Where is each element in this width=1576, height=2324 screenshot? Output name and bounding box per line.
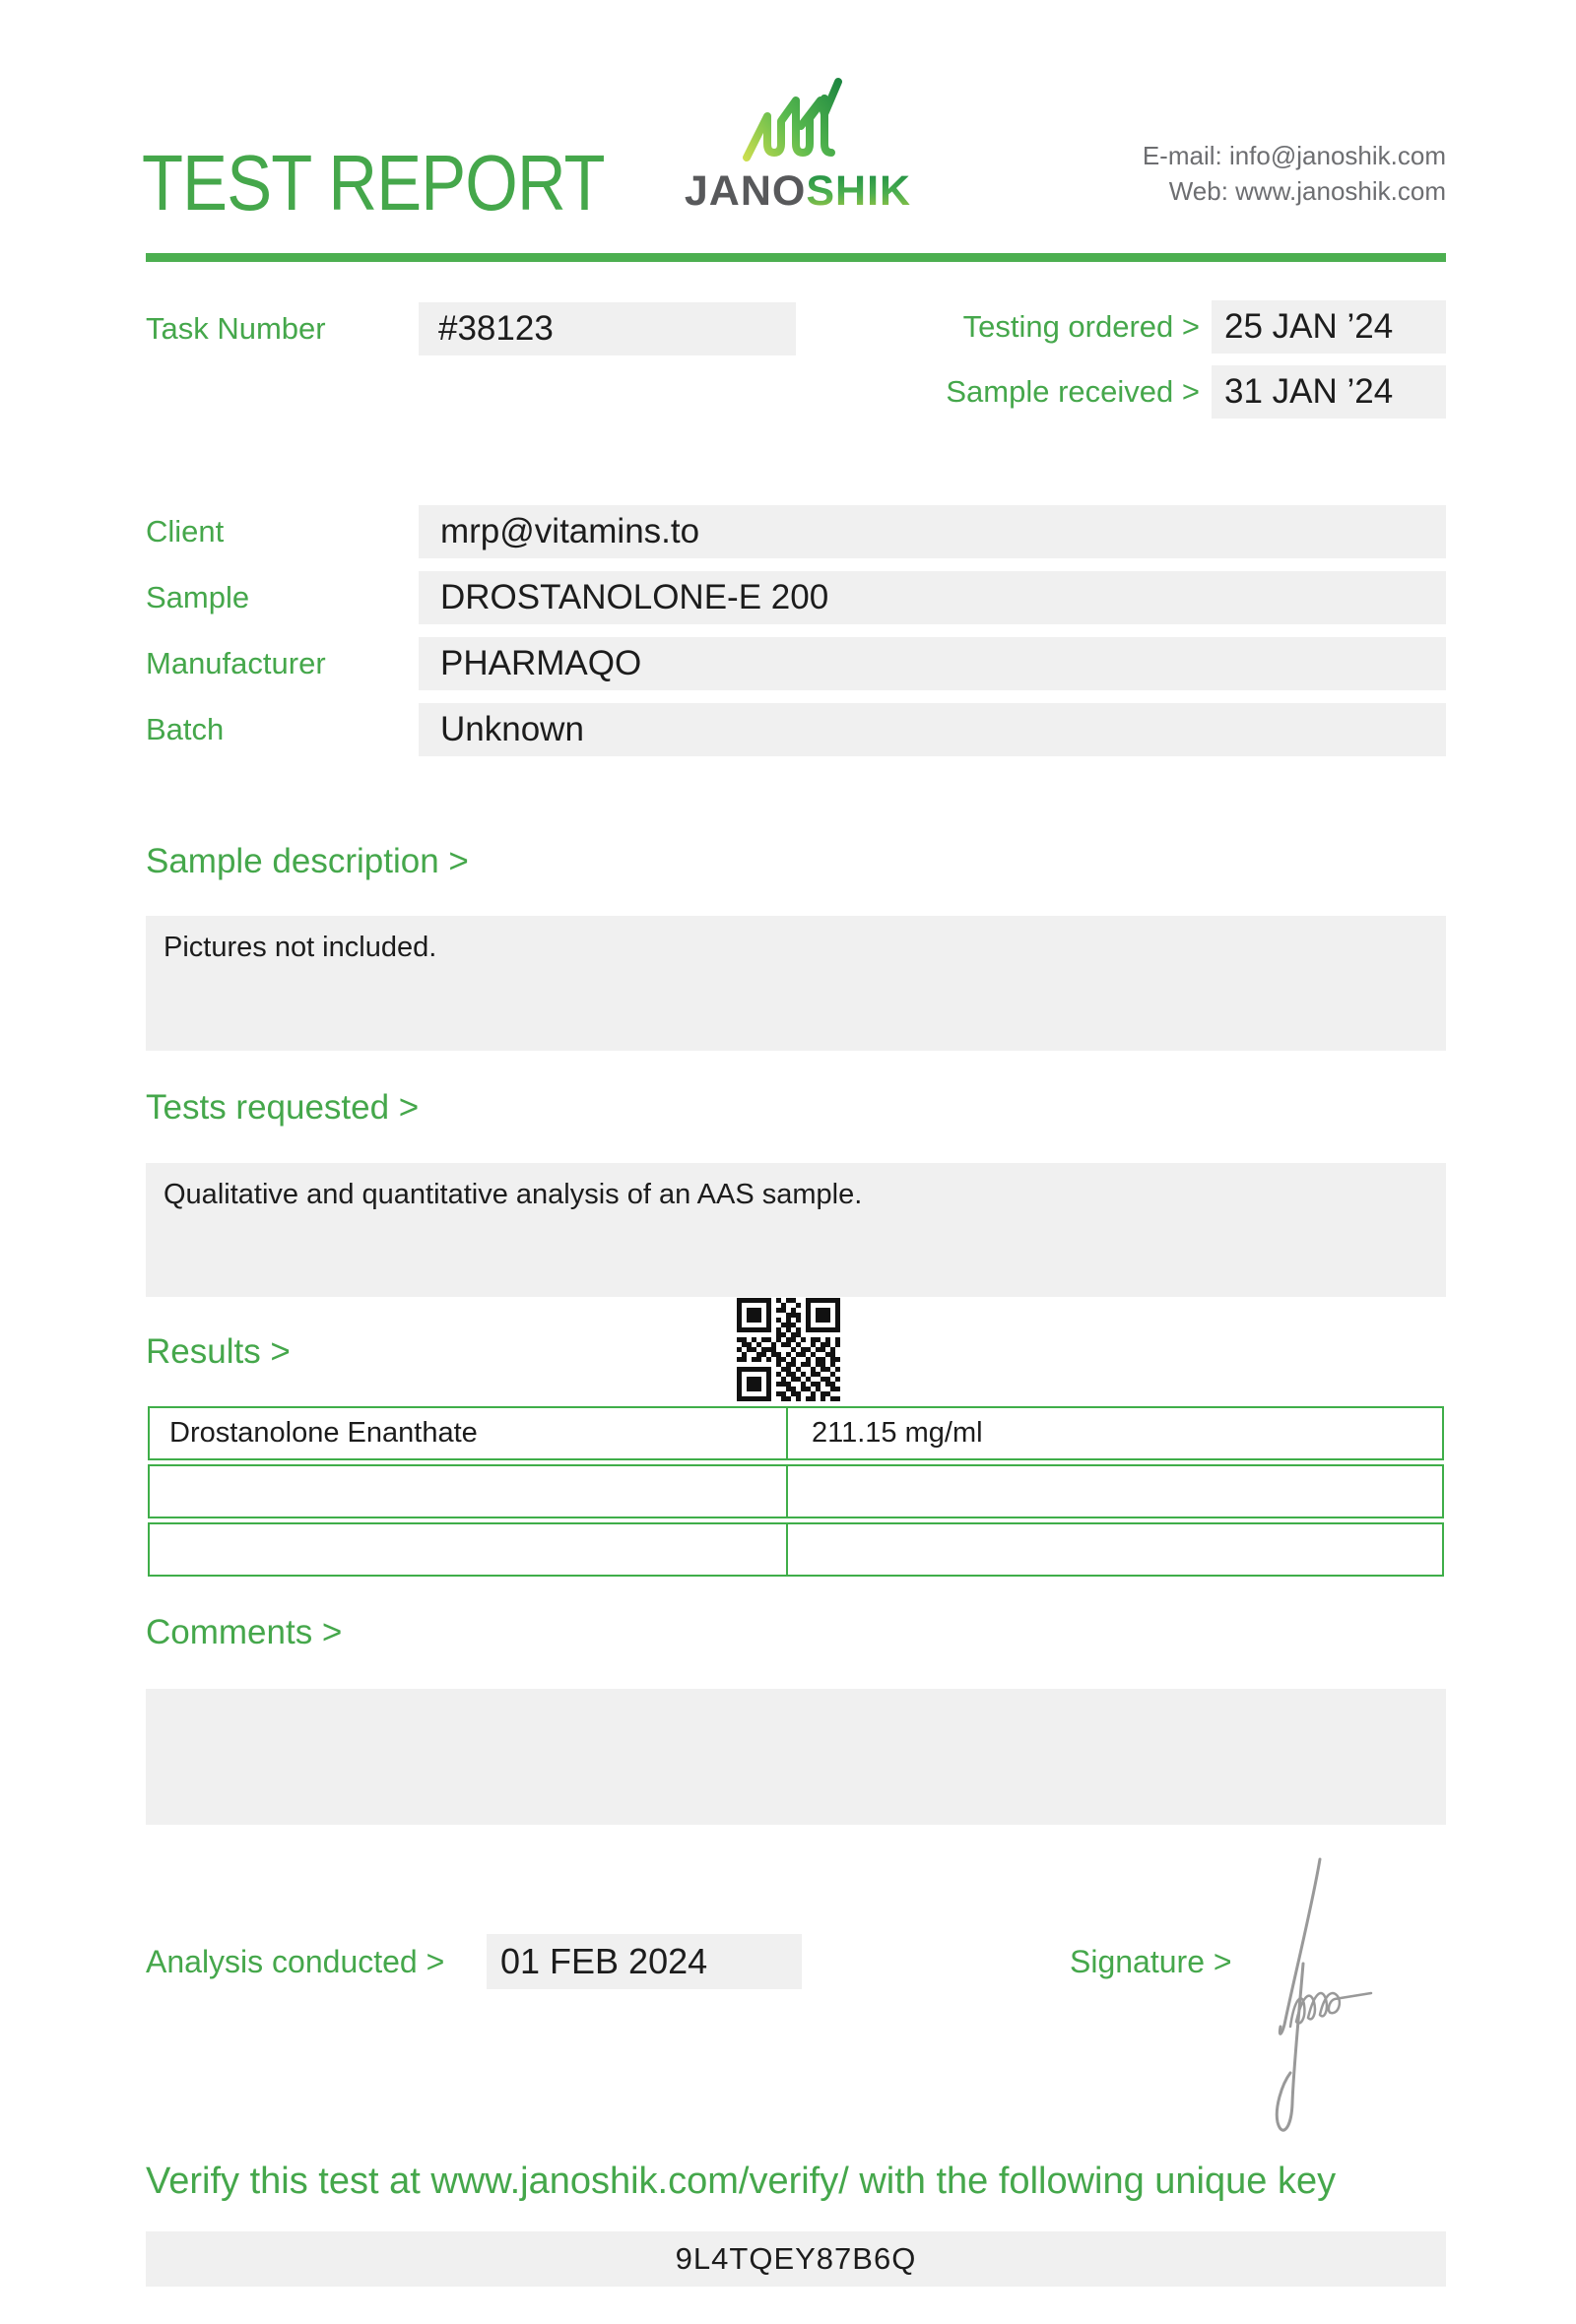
result-amount-cell bbox=[788, 1524, 1442, 1575]
page-title: TEST REPORT bbox=[142, 139, 605, 226]
manufacturer-value-box bbox=[419, 637, 1446, 690]
results-table bbox=[148, 1406, 1444, 1577]
qr-code bbox=[737, 1298, 840, 1401]
task-number-box bbox=[419, 302, 796, 355]
sample-received-value: 31 JAN ’24 bbox=[1224, 372, 1394, 411]
brand-wordmark bbox=[645, 167, 951, 216]
tests-requested-text: Qualitative and quantitative analysis of an AAS sample. bbox=[164, 1179, 863, 1210]
wordmark-dark-part: JANO bbox=[684, 167, 807, 215]
sample-description-heading: Sample description > bbox=[146, 842, 469, 880]
verify-text: Verify this test at www.janoshik.com/verify/ with the following unique key bbox=[146, 2161, 1337, 2202]
batch-value: Unknown bbox=[440, 710, 584, 748]
contact-info bbox=[1143, 138, 1446, 209]
task-number-label: Task Number bbox=[146, 311, 326, 346]
sample-description-box bbox=[146, 916, 1446, 1051]
testing-ordered-value: 25 JAN ’24 bbox=[1224, 307, 1394, 346]
testing-ordered-box bbox=[1212, 300, 1446, 354]
analysis-date-box bbox=[487, 1934, 802, 1989]
result-substance-cell bbox=[150, 1466, 788, 1517]
tests-requested-heading: Tests requested > bbox=[146, 1088, 420, 1127]
sample-value: DROSTANOLONE-E 200 bbox=[440, 578, 829, 616]
comments-box bbox=[146, 1689, 1446, 1825]
results-row bbox=[148, 1464, 1444, 1518]
contact-web: Web: www.janoshik.com bbox=[1168, 176, 1446, 206]
client-value-box bbox=[419, 505, 1446, 558]
sample-description-text: Pictures not included. bbox=[164, 932, 437, 963]
result-amount-cell: 211.15 mg/ml bbox=[812, 1417, 983, 1449]
result-substance-cell: Drostanolone Enanthate bbox=[150, 1408, 788, 1458]
batch-value-box bbox=[419, 703, 1446, 756]
verify-key-box bbox=[146, 2231, 1446, 2287]
sample-label: Sample bbox=[146, 580, 250, 614]
analysis-date-value: 01 FEB 2024 bbox=[500, 1941, 708, 1981]
batch-label: Batch bbox=[146, 712, 225, 746]
testing-ordered-label: Testing ordered > bbox=[962, 309, 1200, 344]
sample-received-box bbox=[1212, 365, 1446, 419]
results-heading: Results > bbox=[146, 1332, 291, 1371]
task-number-value: #38123 bbox=[438, 309, 554, 348]
results-row bbox=[148, 1406, 1444, 1460]
signature-label: Signature > bbox=[1070, 1944, 1232, 1979]
client-label: Client bbox=[146, 514, 225, 549]
wordmark-green-part: SHIK bbox=[806, 167, 912, 215]
results-row bbox=[148, 1522, 1444, 1577]
result-amount-cell bbox=[788, 1466, 1442, 1517]
sample-value-box bbox=[419, 571, 1446, 624]
result-substance-cell bbox=[150, 1524, 788, 1575]
growth-chart-icon bbox=[740, 75, 856, 163]
signature-image bbox=[1231, 1834, 1458, 2159]
manufacturer-label: Manufacturer bbox=[146, 646, 326, 680]
header-rule bbox=[146, 253, 1446, 262]
tests-requested-box bbox=[146, 1163, 1446, 1297]
sample-received-label: Sample received > bbox=[946, 374, 1200, 409]
contact-email: E-mail: info@janoshik.com bbox=[1142, 141, 1446, 170]
brand-logo bbox=[645, 75, 951, 216]
client-value: mrp@vitamins.to bbox=[440, 512, 700, 550]
verify-key: 9L4TQEY87B6Q bbox=[675, 2241, 917, 2276]
analysis-conducted-label: Analysis conducted > bbox=[146, 1944, 445, 1979]
comments-heading: Comments > bbox=[146, 1613, 343, 1651]
manufacturer-value: PHARMAQO bbox=[440, 644, 642, 682]
